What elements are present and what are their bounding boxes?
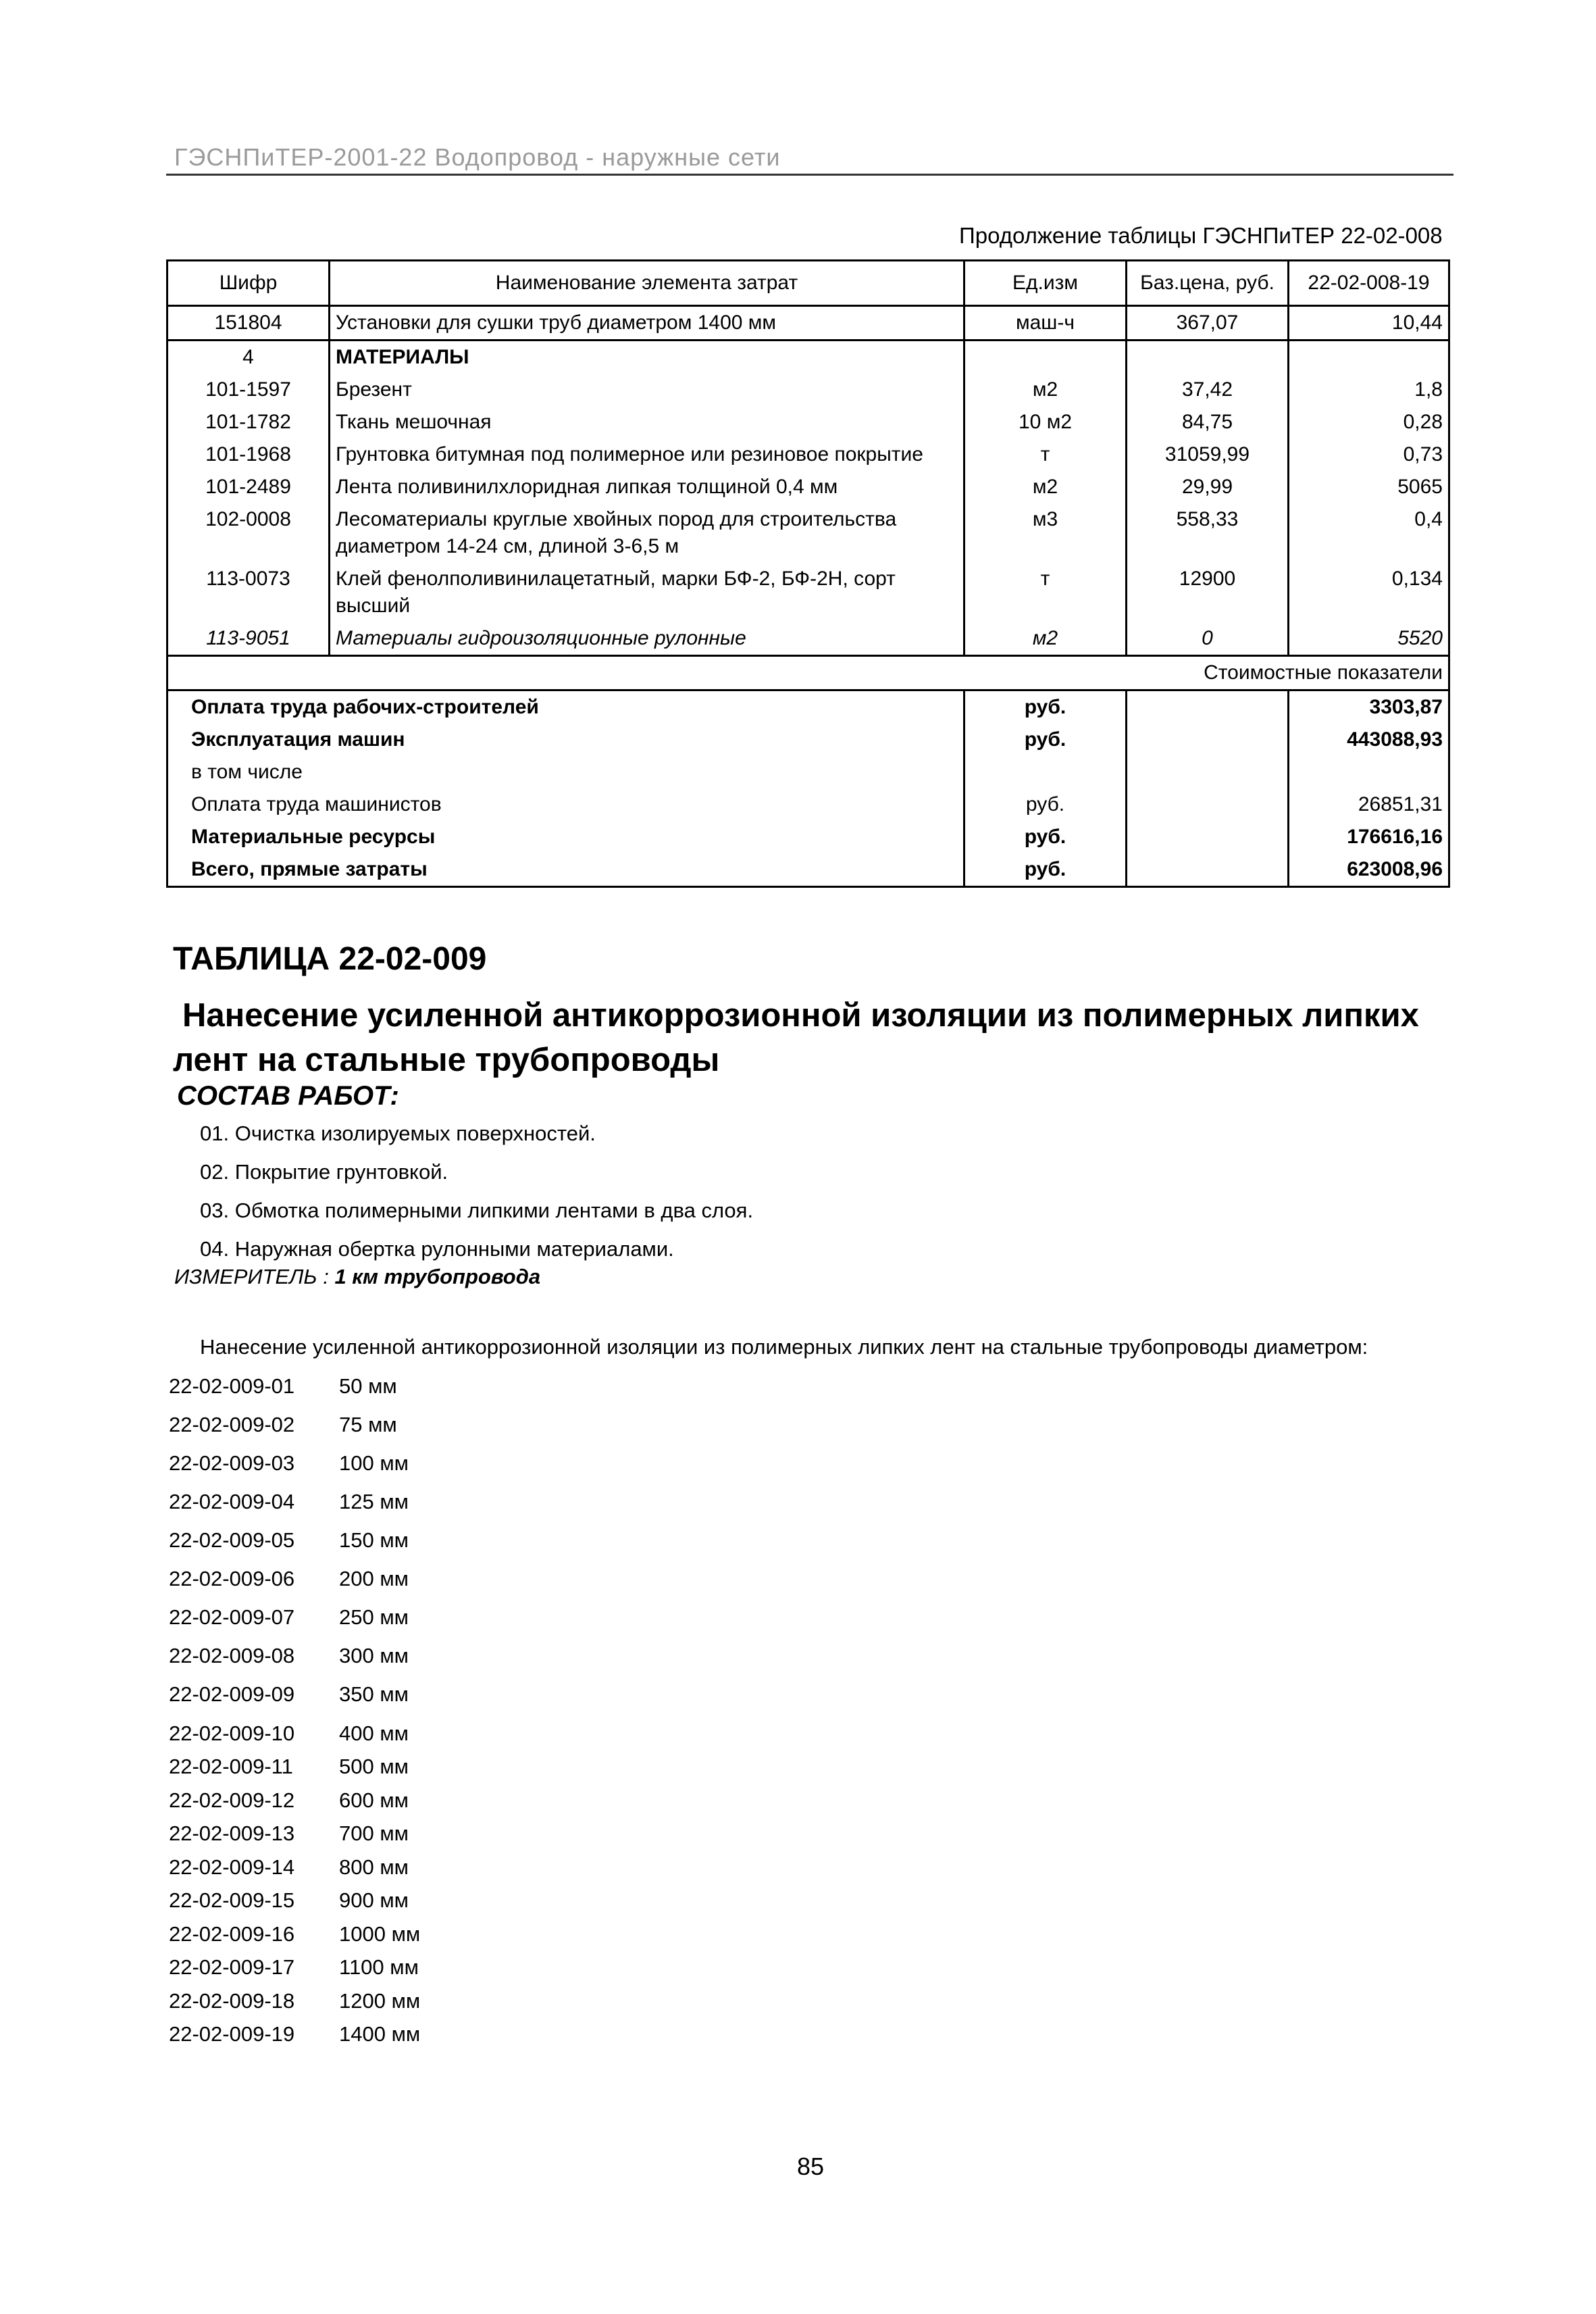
page-number: 85: [797, 2153, 825, 2180]
header-price: Баз.цена, руб.: [1127, 261, 1289, 306]
summary-unit: руб.: [964, 724, 1127, 756]
list-item: [169, 1567, 409, 1591]
subtitle-line-2: лент на стальные трубопроводы: [173, 1042, 720, 1078]
summary-row: [168, 690, 1449, 724]
cell-name: Ткань мешочная: [330, 406, 964, 438]
cell-price: 12900: [1127, 563, 1289, 622]
cell-code: 101-2489: [168, 471, 330, 503]
cell-code: 4: [168, 341, 330, 374]
work-item: 01. Очистка изолируемых поверхностей.: [200, 1122, 596, 1145]
cell-qty: 0,28: [1289, 406, 1449, 438]
summary-unit: руб.: [964, 788, 1127, 821]
variant-size: 800 мм: [339, 1855, 409, 1879]
cell-unit: т: [964, 438, 1127, 471]
table-row: [168, 622, 1449, 656]
cell-name: МАТЕРИАЛЫ: [330, 341, 964, 374]
variant-code: 22-02-009-16: [169, 1922, 295, 1946]
cell-code: 101-1597: [168, 374, 330, 406]
measure-label: ИЗМЕРИТЕЛЬ :: [174, 1265, 329, 1288]
cost-indicators-label: Стоимостные показатели: [168, 656, 1449, 690]
summary-value: [1289, 756, 1449, 788]
summary-row: [168, 756, 1449, 788]
variant-code: 22-02-009-18: [169, 1989, 295, 2013]
summary-label: Материальные ресурсы: [168, 821, 964, 853]
cell-qty: 5520: [1289, 622, 1449, 656]
variant-size: 1400 мм: [339, 2022, 421, 2046]
variant-size: 50 мм: [339, 1374, 397, 1398]
variant-size: 100 мм: [339, 1451, 409, 1475]
cell-unit: м3: [964, 503, 1127, 563]
summary-empty: [1127, 756, 1289, 788]
subtitle-line-1: Нанесение усиленной антикоррозионной изоляции из полимерных липких: [182, 997, 1419, 1034]
cell-price: 84,75: [1127, 406, 1289, 438]
summary-unit: руб.: [964, 690, 1127, 724]
table-row: [168, 306, 1449, 341]
table-row: [168, 563, 1449, 622]
variant-size: 400 мм: [339, 1721, 409, 1745]
summary-unit: [964, 756, 1127, 788]
summary-unit: руб.: [964, 821, 1127, 853]
cell-price: 367,07: [1127, 306, 1289, 341]
variant-size: 150 мм: [339, 1528, 409, 1552]
list-item: [169, 1721, 409, 1746]
measure-line: [174, 1265, 540, 1289]
cell-qty: 0,4: [1289, 503, 1449, 563]
summary-label: Оплата труда рабочих-строителей: [168, 690, 964, 724]
summary-empty: [1127, 821, 1289, 853]
cell-qty: 0,73: [1289, 438, 1449, 471]
list-item: [169, 1413, 397, 1437]
variant-code: 22-02-009-04: [169, 1490, 295, 1513]
list-item: [169, 1855, 409, 1880]
list-item: [169, 1451, 409, 1476]
cell-price: 0: [1127, 622, 1289, 656]
header-unit: Ед.изм: [964, 261, 1127, 306]
work-item: 02. Покрытие грунтовкой.: [200, 1160, 448, 1184]
summary-label: Всего, прямые затраты: [168, 853, 964, 887]
cell-code: 151804: [168, 306, 330, 341]
variant-code: 22-02-009-09: [169, 1682, 295, 1706]
variant-code: 22-02-009-17: [169, 1955, 295, 1979]
list-item: [169, 1644, 409, 1668]
list-item: [169, 1755, 409, 1779]
summary-value: 3303,87: [1289, 690, 1449, 724]
summary-value: 443088,93: [1289, 724, 1449, 756]
variant-code: 22-02-009-19: [169, 2022, 295, 2046]
measure-value: 1 км трубопровода: [334, 1265, 541, 1288]
cell-name: Установки для сушки труб диаметром 1400 мм: [330, 306, 964, 341]
cell-qty: [1289, 341, 1449, 374]
variants-description: Нанесение усиленной антикоррозионной изоляции из полимерных липких лент на стальные трубопроводы диаметром:: [200, 1335, 1368, 1359]
variant-code: 22-02-009-12: [169, 1788, 295, 1812]
section-title: ТАБЛИЦА 22-02-009: [173, 941, 487, 977]
cell-code: 101-1782: [168, 406, 330, 438]
cell-name: Лента поливинилхлоридная липкая толщиной 0,4 мм: [330, 471, 964, 503]
variant-size: 75 мм: [339, 1413, 397, 1436]
cell-qty: 0,134: [1289, 563, 1449, 622]
running-header: ГЭСНПиТЕР-2001-22 Водопровод - наружные сети: [174, 143, 781, 171]
summary-value: 623008,96: [1289, 853, 1449, 887]
variant-size: 1100 мм: [339, 1955, 419, 1979]
cell-price: 558,33: [1127, 503, 1289, 563]
list-item: [169, 1821, 409, 1846]
variant-size: 125 мм: [339, 1490, 409, 1513]
header-qty: 22-02-008-19: [1289, 261, 1449, 306]
cell-price: [1127, 341, 1289, 374]
summary-label: в том числе: [168, 756, 964, 788]
variant-code: 22-02-009-10: [169, 1721, 295, 1745]
summary-label: Оплата труда машинистов: [168, 788, 964, 821]
cell-unit: [964, 341, 1127, 374]
summary-empty: [1127, 853, 1289, 887]
variant-code: 22-02-009-06: [169, 1567, 295, 1590]
variant-size: 1000 мм: [339, 1922, 421, 1946]
variant-code: 22-02-009-03: [169, 1451, 295, 1475]
variant-size: 500 мм: [339, 1755, 409, 1778]
cell-unit: м2: [964, 622, 1127, 656]
table-row: [168, 503, 1449, 563]
summary-row: [168, 853, 1449, 887]
list-item: [169, 1989, 420, 2013]
cell-name: Лесоматериалы круглые хвойных пород для строительства диаметром 14-24 см, длиной 3-6,5 м: [330, 503, 964, 563]
cell-price: 29,99: [1127, 471, 1289, 503]
list-item: [169, 1528, 409, 1553]
cell-code: 102-0008: [168, 503, 330, 563]
cell-price: 31059,99: [1127, 438, 1289, 471]
summary-empty: [1127, 788, 1289, 821]
cell-unit: маш-ч: [964, 306, 1127, 341]
cell-price: 37,42: [1127, 374, 1289, 406]
works-title: СОСТАВ РАБОТ:: [177, 1081, 399, 1111]
variant-code: 22-02-009-15: [169, 1888, 295, 1912]
summary-row: [168, 821, 1449, 853]
cell-code: 113-0073: [168, 563, 330, 622]
summary-label: Эксплуатация машин: [168, 724, 964, 756]
cell-unit: м2: [964, 374, 1127, 406]
variant-size: 900 мм: [339, 1888, 409, 1912]
variant-code: 22-02-009-08: [169, 1644, 295, 1667]
list-item: [169, 1490, 409, 1514]
cell-qty: 1,8: [1289, 374, 1449, 406]
list-item: [169, 1605, 409, 1630]
cell-unit: 10 м2: [964, 406, 1127, 438]
cell-unit: м2: [964, 471, 1127, 503]
cell-name: Материалы гидроизоляционные рулонные: [330, 622, 964, 656]
variant-code: 22-02-009-14: [169, 1855, 295, 1879]
list-item: [169, 1374, 397, 1399]
cell-name: Грунтовка битумная под полимерное или резиновое покрытие: [330, 438, 964, 471]
variant-size: 600 мм: [339, 1788, 409, 1812]
cell-qty: 5065: [1289, 471, 1449, 503]
variant-size: 200 мм: [339, 1567, 409, 1590]
table-row: [168, 374, 1449, 406]
variant-code: 22-02-009-01: [169, 1374, 295, 1398]
cell-name: Клей фенолполивинилацетатный, марки БФ-2, БФ-2Н, сорт высший: [330, 563, 964, 622]
header-rule: [166, 174, 1453, 176]
summary-value: 176616,16: [1289, 821, 1449, 853]
variant-size: 700 мм: [339, 1821, 409, 1845]
header-code: Шифр: [168, 261, 330, 306]
variant-code: 22-02-009-05: [169, 1528, 295, 1552]
variant-size: 250 мм: [339, 1605, 409, 1629]
variant-code: 22-02-009-13: [169, 1821, 295, 1845]
cell-name: Брезент: [330, 374, 964, 406]
variant-code: 22-02-009-02: [169, 1413, 295, 1436]
cell-qty: 10,44: [1289, 306, 1449, 341]
list-item: [169, 2022, 420, 2046]
cell-code: 101-1968: [168, 438, 330, 471]
work-item: 03. Обмотка полимерными липкими лентами в два слоя.: [200, 1199, 754, 1222]
variant-code: 22-02-009-07: [169, 1605, 295, 1629]
summary-empty: [1127, 690, 1289, 724]
cell-unit: т: [964, 563, 1127, 622]
table-header-row: [168, 261, 1449, 306]
table-row: [168, 438, 1449, 471]
work-item: 04. Наружная обертка рулонными материалами.: [200, 1237, 674, 1261]
list-item: [169, 1955, 419, 1980]
summary-empty: [1127, 724, 1289, 756]
variant-size: 1200 мм: [339, 1989, 421, 2013]
section-subtitle: [173, 993, 1456, 1082]
cell-code: 113-9051: [168, 622, 330, 656]
variant-size: 300 мм: [339, 1644, 409, 1667]
cost-table: [166, 259, 1450, 888]
cost-indicators-row: [168, 656, 1449, 690]
table-caption: Продолжение таблицы ГЭСНПиТЕР 22-02-008: [959, 223, 1443, 248]
variant-size: 350 мм: [339, 1682, 409, 1706]
list-item: [169, 1888, 409, 1913]
summary-unit: руб.: [964, 853, 1127, 887]
table-row: [168, 341, 1449, 374]
summary-value: 26851,31: [1289, 788, 1449, 821]
list-item: [169, 1682, 409, 1707]
header-name: Наименование элемента затрат: [330, 261, 964, 306]
list-item: [169, 1788, 409, 1813]
list-item: [169, 1922, 420, 1946]
variant-code: 22-02-009-11: [169, 1755, 293, 1778]
summary-row: [168, 724, 1449, 756]
summary-row: [168, 788, 1449, 821]
table-row: [168, 406, 1449, 438]
table-row: [168, 471, 1449, 503]
